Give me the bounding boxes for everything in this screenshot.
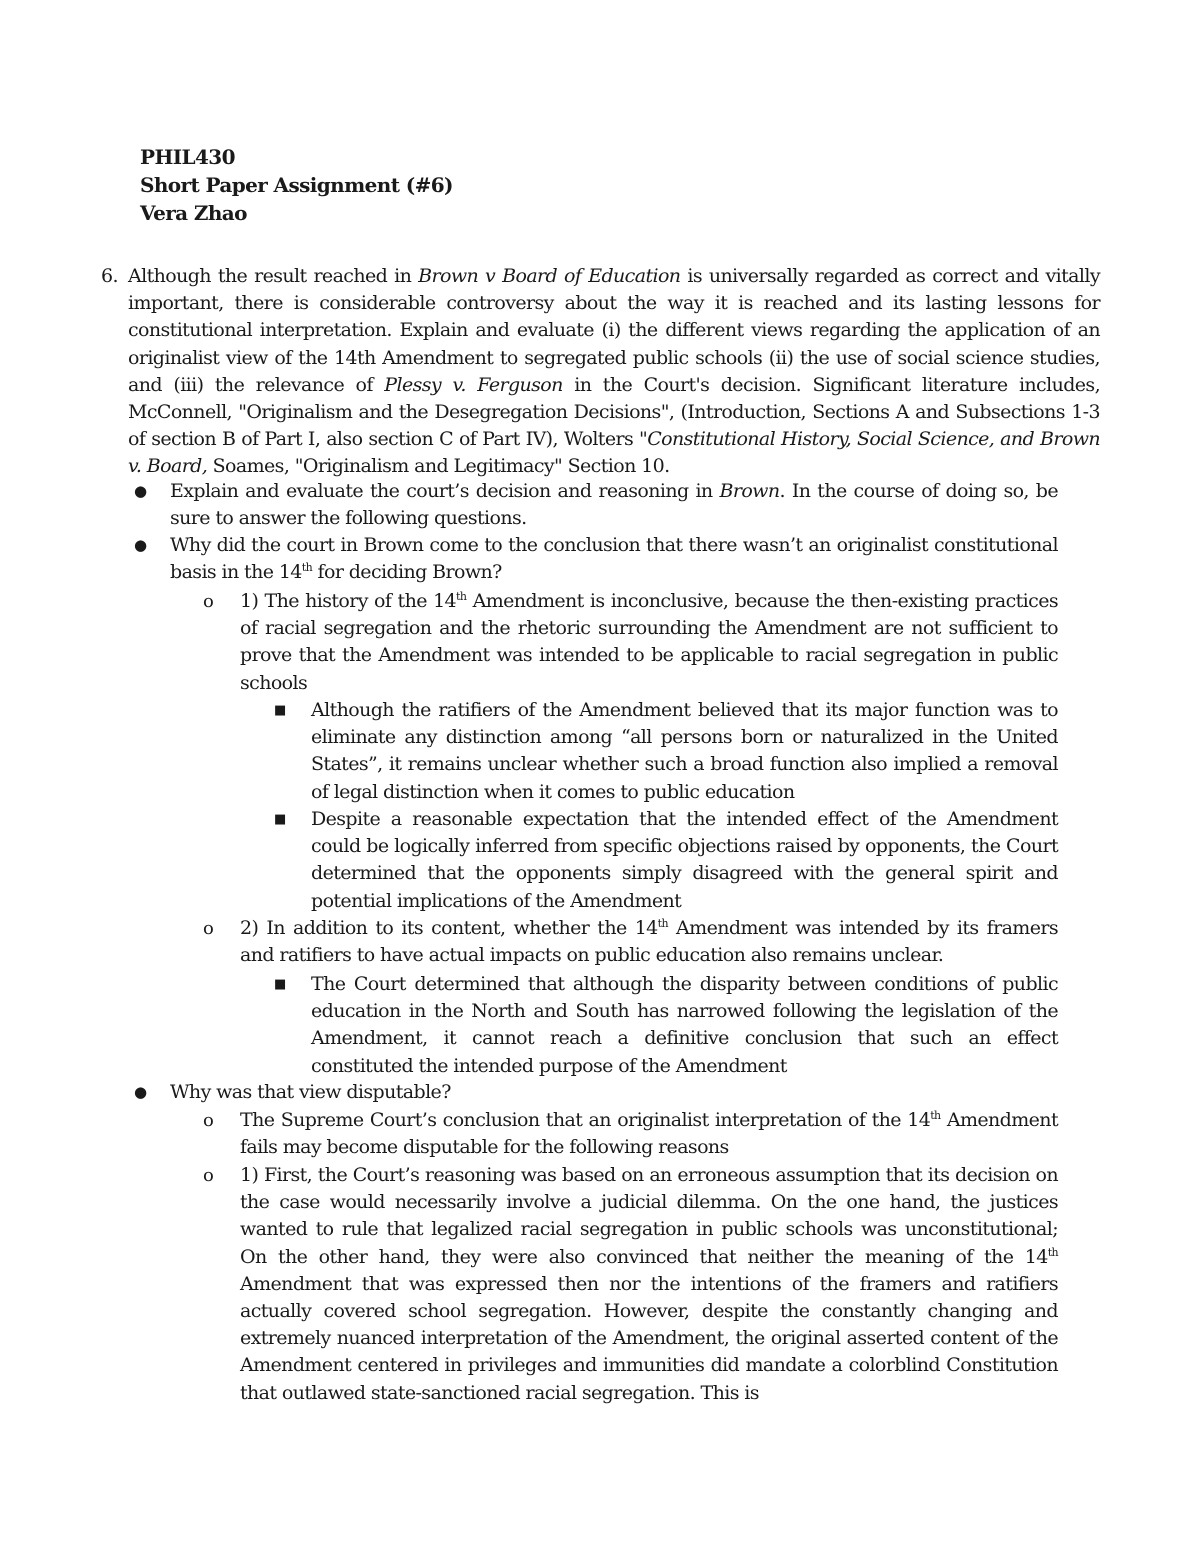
list-item: ■ The Court determined that although the disparity between conditions of public education in the North and South has narrowed following the legislation of the Amendment, it cannot reach a definitive conclusion that such an effect constituted the intended purpose of the Amendment xyxy=(274,973,1058,1077)
case-brown: Brown xyxy=(719,480,780,502)
bullet-square-icon: ■ xyxy=(274,812,286,827)
list-item: ■ Although the ratifiers of the Amendment believed that its major function was to eliminate any distinction among “all persons born or naturalized in the United States”, it remains unclear whether such a broad function also implied a removal of legal distinction when it comes to public education xyxy=(274,699,1058,803)
list-item: o 1) First, the Court’s reasoning was based on an erroneous assumption that its decision on the case would necessarily involve a judicial dilemma. On the one hand, the justices wanted to rule that legalized racial segregation in public schools was unconstitutional; On the other hand, they were also convinced that neither the meaning of the 14th Amendment that was expressed then nor the intentions of the framers and ratifiers actually covered school segregation. However, despite the constantly changing and extremely nuanced interpretation of the Amendment, the original asserted content of the Amendment centered in privileges and immunities did mandate a colorblind Constitution that outlawed state-sanctioned racial segregation. This is xyxy=(203,1164,1058,1404)
list-item: o 2) In addition to its content, whether the 14th Amendment was intended by its framers and ratifiers to have actual impacts on public education also remains unclear. xyxy=(203,917,1059,967)
author-name: Vera Zhao xyxy=(140,201,247,225)
bullet-circle-icon: o xyxy=(203,1110,214,1131)
bullet-disc-icon: ● xyxy=(134,1083,147,1101)
list-item: o The Supreme Court’s conclusion that an originalist interpretation of the 14th Amendment fails may become disputable for the following reasons xyxy=(203,1109,1058,1159)
reading-title: Constitutional History, Social Science, and Brown v. Board, xyxy=(128,428,1100,478)
bullet-circle-icon: o xyxy=(203,591,214,612)
course-code: PHIL430 xyxy=(140,145,235,169)
document-header xyxy=(140,143,453,227)
bullet-circle-icon: o xyxy=(203,918,214,939)
list-item: ● Why did the court in Brown come to the conclusion that there wasn’t an originalist constitutional basis in the 14th for deciding Brown? xyxy=(134,534,1058,584)
question-text: is universally regarded as correct and vitally important, there is considerable controversy about the way it is reached and its lasting lessons for constitutional interpretation. Explain and evaluate (i) the different views regarding the application of an originalist view of the 14th Amendment to segregated public schools (ii) the use of social science studies, and (iii) the relevance of xyxy=(128,265,1100,396)
bullet-square-icon: ■ xyxy=(274,703,286,718)
question-text: Soames, "Originalism and Legitimacy" Section 10. xyxy=(207,455,670,478)
bullet-disc-icon: ● xyxy=(134,482,147,500)
case-plessy: Plessy v. Ferguson xyxy=(384,373,563,396)
bullet-circle-icon: o xyxy=(203,1165,214,1186)
case-brown: Brown v Board of Education xyxy=(418,265,681,287)
bullet-square-icon: ■ xyxy=(274,977,286,992)
question-paragraph xyxy=(101,263,1101,481)
question-text: in the Court's decision. Significant literature includes, McConnell, "Originalism and the Desegregation Decisions", (Introduction, Sections A and Subsections 1-3 of section B of Part I, also section C of Part IV), Wolters " xyxy=(128,373,1101,451)
question-text: Although the result reached in xyxy=(128,265,419,287)
list-item: ● Explain and evaluate the court’s decision and reasoning in Brown. In the course of doing so, be sure to answer the following questions. xyxy=(134,480,1058,530)
list-item: o 1) The history of the 14th Amendment is inconclusive, because the then-existing practices of racial segregation and the rhetoric surrounding the Amendment are not sufficient to prove that the Amendment was intended to be applicable to racial segregation in public schools xyxy=(203,590,1058,694)
bullet-disc-icon: ● xyxy=(134,536,147,554)
list-item: ● Why was that view disputable? xyxy=(170,1079,1058,1106)
list-item: ■ Despite a reasonable expectation that the intended effect of the Amendment could be logically inferred from specific objections raised by opponents, the Court determined that the opponents simply disagreed with the general spirit and potential implications of the Amendment xyxy=(274,808,1058,912)
question-number: 6. xyxy=(101,265,118,287)
assignment-title: Short Paper Assignment (#6) xyxy=(140,173,453,197)
